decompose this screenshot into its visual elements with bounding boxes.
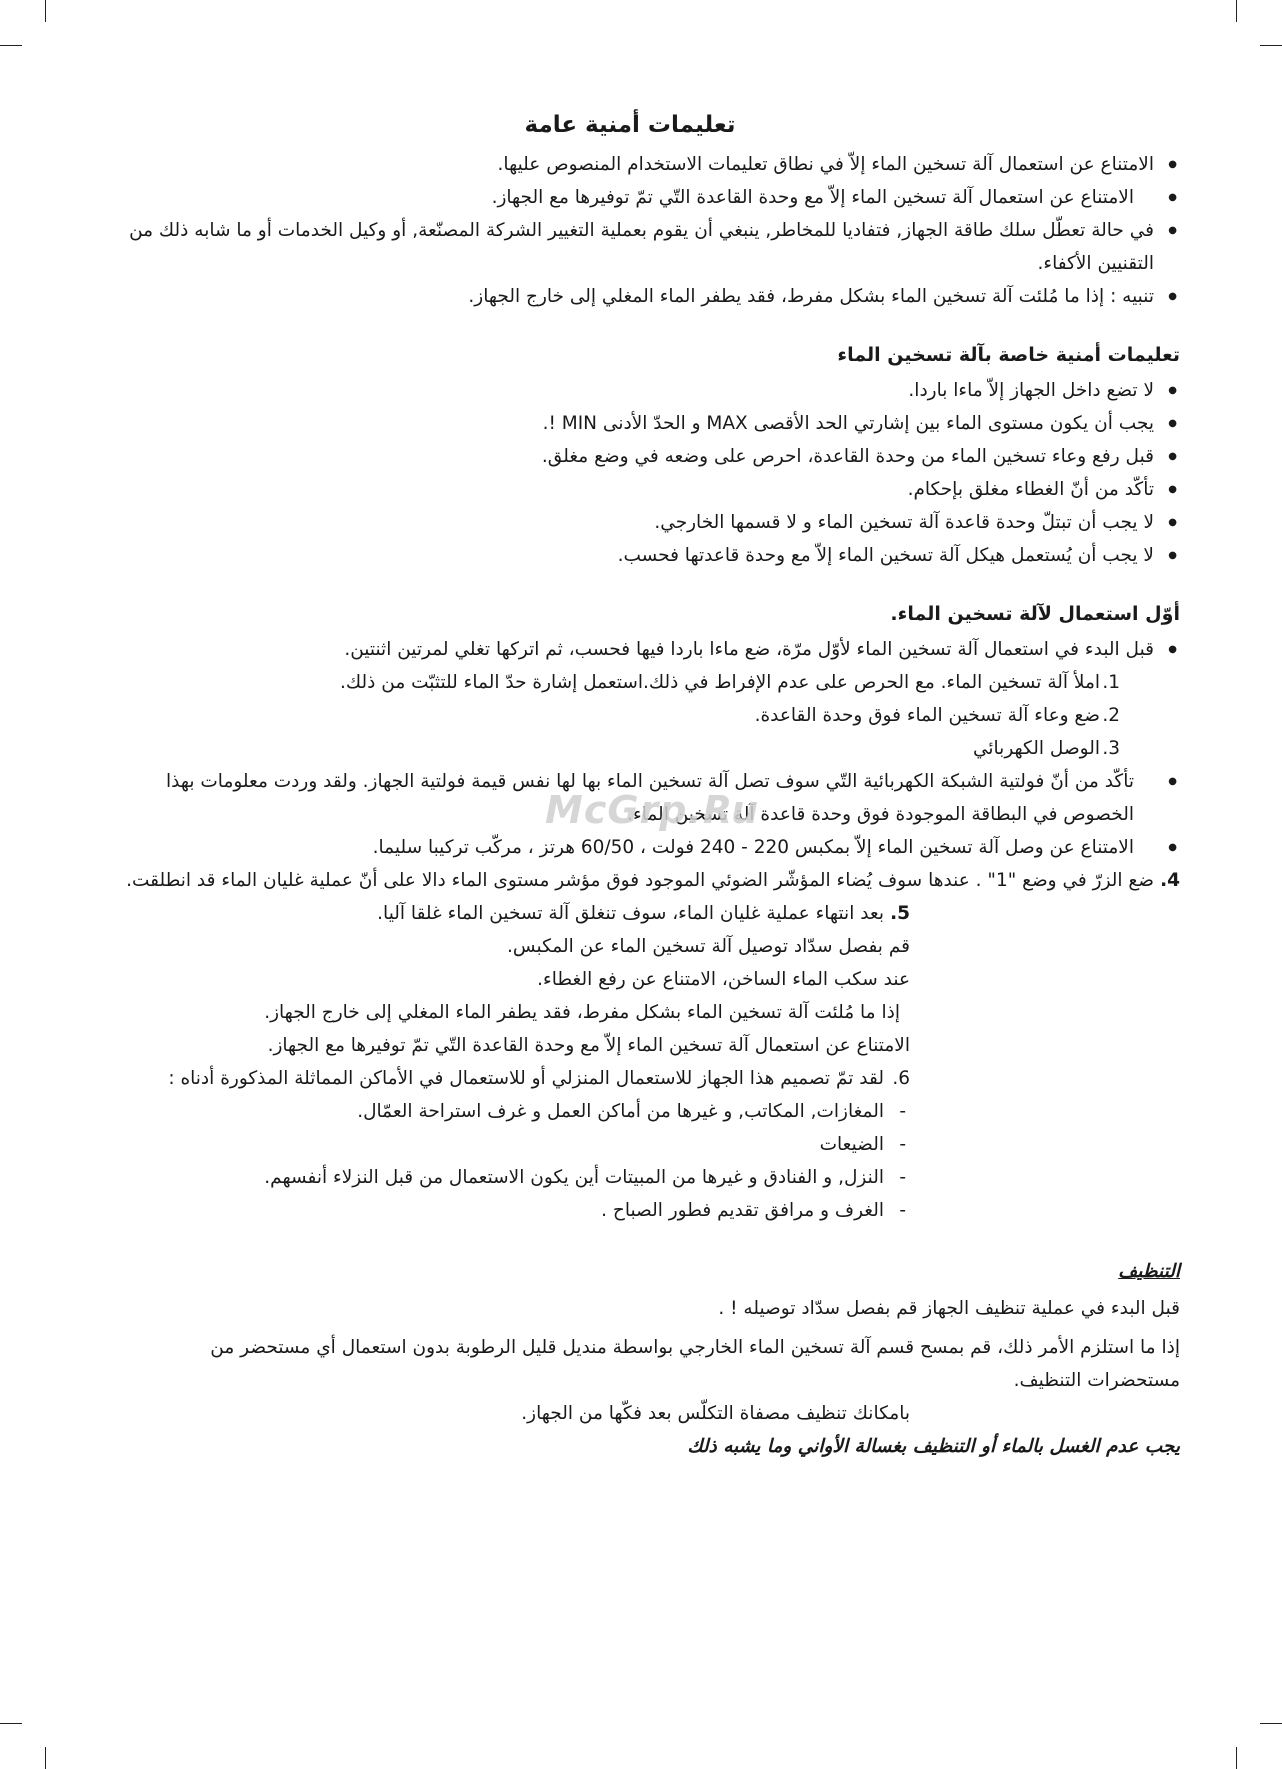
list-item: ● تأكّد من أنّ الغطاء مغلق بإحكام. <box>120 473 1180 506</box>
step-number: 2. <box>1102 705 1120 726</box>
section-heading-cleaning: التنظيف <box>1118 1261 1180 1282</box>
list-item-text: النزل, و الفنادق و غيرها من المبيتات أين يكون الاستعمال من قبل النزلاء أنفسهم. <box>264 1167 884 1188</box>
list-item <box>120 1194 910 1227</box>
first-use-list <box>120 633 1180 666</box>
step-text: ضع وعاء آلة تسخين الماء فوق وحدة القاعدة. <box>754 705 1100 726</box>
crop-mark <box>0 45 22 46</box>
crop-mark <box>1236 1747 1237 1769</box>
list-item <box>120 1095 910 1128</box>
list-item: ● لا يجب أن يُستعمل هيكل آلة تسخين الماء إلاّ مع وحدة قاعدتها فحسب. <box>120 539 1180 572</box>
crop-mark <box>45 1747 46 1769</box>
step-number: 6. <box>892 1068 910 1089</box>
list-item: ● تنبيه : إذا ما مُلئت آلة تسخين الماء بشكل مفرط، فقد يطفر الماء المغلي إلى خارج الجهاز. <box>120 280 1180 313</box>
step-item <box>120 699 1180 732</box>
step-text: ضع الزرّ في وضع "1" . عندها سوف يُضاء المؤشّر الضوئي الموجود فوق مؤشر مستوى الماء دالا على أنّ عملية غليان الماء قد انطلقت. <box>126 870 1154 891</box>
list-item: ● يجب أن يكون مستوى الماء بين إشارتي الحد الأقصى MAX و الحدّ الأدنى MIN !. <box>120 407 1180 440</box>
crop-mark <box>45 0 46 22</box>
step-number: 4. <box>1160 870 1180 891</box>
list-item: ● الامتناع عن وصل آلة تسخين الماء إلاّ بمكبس 220 - 240 فولت ، 60/50 هرتز ، مركّب تركيبا سليما. <box>120 831 1180 864</box>
step-item <box>120 1062 1180 1095</box>
cleaning-warning: يجب عدم الغسل بالماء أو التنظيف بغسالة الأواني وما يشبه ذلك <box>687 1436 1180 1457</box>
text-line: بامكانك تنظيف مصفاة التكلّس بعد فكّها من الجهاز. <box>521 1403 910 1424</box>
text-line: الامتناع عن استعمال آلة تسخين الماء إلاّ مع وحدة القاعدة التّي تمّ توفيرها مع الجهاز. <box>267 1035 910 1056</box>
text-line: إذا ما مُلئت آلة تسخين الماء بشكل مفرط، فقد يطفر الماء المغلي إلى خارج الجهاز. <box>264 1002 900 1023</box>
list-item: ● الامتناع عن استعمال آلة تسخين الماء إلاّ مع وحدة القاعدة التّي تمّ توفيرها مع الجهاز. <box>120 181 1180 214</box>
general-safety-list <box>120 148 1180 313</box>
list-item-text: المغازات, المكاتب, و غيرها من أماكن العمل و غرف استراحة العمّال. <box>357 1101 884 1122</box>
step-number: 5. <box>890 903 910 924</box>
step-item <box>120 666 1180 699</box>
section-heading-special: تعليمات أمنية خاصة بآلة تسخين الماء <box>837 344 1180 366</box>
crop-mark <box>1236 0 1237 22</box>
crop-mark <box>1260 45 1282 46</box>
step-text: لقد تمّ تصميم هذا الجهاز للاستعمال المنزلي أو للاستعمال في الأماكن المماثلة المذكورة أدناه : <box>168 1068 884 1089</box>
list-item <box>120 1161 910 1194</box>
step-text: املأ آلة تسخين الماء. مع الحرص على عدم الإفراط في ذلك.استعمل إشارة حدّ الماء للتثبّت من ذلك. <box>340 672 1100 693</box>
list-item: ● الامتناع عن استعمال آلة تسخين الماء إلاّ في نطاق تعليمات الاستخدام المنصوص عليها. <box>120 148 1180 181</box>
list-item: ● لا تضع داخل الجهاز إلاّ ماءا باردا. <box>120 374 1180 407</box>
step-text: الوصل الكهربائي <box>972 738 1100 759</box>
page-title: تعليمات أمنية عامة <box>524 112 736 138</box>
step-number: 3. <box>1102 738 1120 759</box>
list-item-text: الضيعات <box>819 1134 884 1155</box>
list-item: ● تأكّد من أنّ فولتية الشبكة الكهربائية التّي سوف تصل آلة تسخين الماء بها لها نفس قيمة فولتية الجهاز. ولقد وردت معلومات بهذا الخصوص في البطاقة الموجودة فوق وحدة قاعدة آلة تسخين الماء. <box>120 765 1180 831</box>
step-item <box>120 897 1180 930</box>
step-number: 1. <box>1102 672 1120 693</box>
list-item: ● قبل البدء في استعمال آلة تسخين الماء لأوّل مرّة، ضع ماءا باردا فيها فحسب، ثم اتركها تغلي لمرتين اثنتين. <box>120 633 1180 666</box>
step-item <box>120 864 1180 897</box>
list-item-text: الغرف و مرافق تقديم فطور الصباح . <box>601 1200 884 1221</box>
section-heading-first-use: أوّل استعمال لآلة تسخين الماء. <box>890 603 1180 625</box>
text-line: قبل البدء في عملية تنظيف الجهاز قم بفصل سدّاد توصيله ! . <box>718 1298 1180 1319</box>
text-line: إذا ما استلزم الأمر ذلك، قم بمسح قسم آلة تسخين الماء الخارجي بواسطة منديل قليل الرطوبة بدون استعمال أي مستحضر من مستحضرات التنظيف. <box>210 1337 1180 1391</box>
document-page <box>120 108 1180 1463</box>
step-text: بعد انتهاء عملية غليان الماء، سوف تنغلق آلة تسخين الماء غلقا آليا. <box>377 903 884 924</box>
text-line: قم بفصل سدّاد توصيل آلة تسخين الماء عن المكبس. <box>507 936 910 957</box>
crop-mark <box>1260 1723 1282 1724</box>
list-item: ● في حالة تعطّل سلك طاقة الجهاز, فتفاديا للمخاطر, ينبغي أن يقوم بعملية التغيير الشركة المصنّعة, أو وكيل الخدمات أو ما شابه ذلك من التقنيين الأكفاء. <box>120 214 1180 280</box>
list-item <box>120 1128 910 1161</box>
watermark: McGrp.Ru <box>545 788 760 832</box>
list-item: ● قبل رفع وعاء تسخين الماء من وحدة القاعدة، احرص على وضعه في وضع مغلق. <box>120 440 1180 473</box>
special-safety-list <box>120 374 1180 572</box>
crop-mark <box>0 1723 22 1724</box>
step-item <box>120 732 1180 765</box>
text-line: عند سكب الماء الساخن، الامتناع عن رفع الغطاء. <box>537 969 910 990</box>
list-item: ● لا يجب أن تبتلّ وحدة قاعدة آلة تسخين الماء و لا قسمها الخارجي. <box>120 506 1180 539</box>
